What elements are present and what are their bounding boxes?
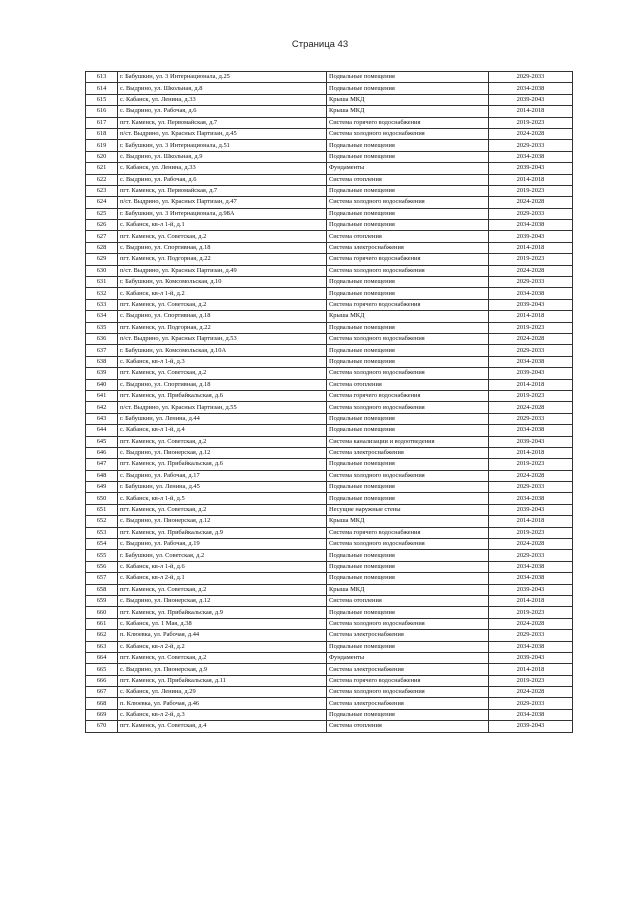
cell-row-number: 649 [86,482,118,493]
cell-period: 2039-2043 [489,163,573,174]
cell-address: с. Выдрино, ул. Пионерская, д.9 [118,664,327,675]
cell-period: 2034-2038 [489,493,573,504]
cell-period: 2029-2033 [489,630,573,641]
cell-work-type: Подвальные помещения [327,607,489,618]
cell-work-type: Система горячего водоснабжения [327,299,489,310]
table-row [86,447,573,458]
cell-address: с. Выдрино, ул. Рабочая, д.6 [118,106,327,117]
cell-work-type: Крыша МКД [327,106,489,117]
cell-address: с. Кабанск, кв-л 1-й, д.5 [118,493,327,504]
cell-row-number: 655 [86,550,118,561]
cell-period: 2039-2043 [489,436,573,447]
cell-work-type: Подвальные помещения [327,277,489,288]
cell-row-number: 640 [86,379,118,390]
table-row [86,322,573,333]
cell-address: пгт. Каменск, ул. Советская, д.2 [118,436,327,447]
cell-period: 2014-2018 [489,447,573,458]
cell-address: п/ст. Выдрино, ул. Красных Партизан, д.45 [118,128,327,139]
cell-address: г. Бабушкин, ул. Советская, д.2 [118,550,327,561]
cell-row-number: 667 [86,687,118,698]
cell-address: с. Выдрино, ул. Рабочая, д.6 [118,174,327,185]
page-number-header: Страница 43 [291,39,349,50]
cell-work-type: Подвальные помещения [327,561,489,572]
cell-address: с. Кабанск, ул. Ленина, д.29 [118,687,327,698]
cell-row-number: 633 [86,299,118,310]
table-row [86,652,573,663]
cell-period: 2014-2018 [489,311,573,322]
cell-address: пгт. Каменск, ул. Прибайкальская, д.6 [118,390,327,401]
cell-address: г. Бабушкин, ул. Ленина, д.44 [118,413,327,424]
cell-work-type: Система электроснабжения [327,630,489,641]
cell-period: 2029-2033 [489,698,573,709]
cell-work-type: Система горячего водоснабжения [327,675,489,686]
cell-work-type: Система холодного водоснабжения [327,687,489,698]
cell-period: 2014-2018 [489,242,573,253]
cell-address: п/ст. Выдрино, ул. Красных Партизан, д.55 [118,402,327,413]
cell-address: с. Выдрино, ул. Пионерская, д.12 [118,595,327,606]
cell-period: 2019-2023 [489,527,573,538]
cell-work-type: Система горячего водоснабжения [327,527,489,538]
cell-work-type: Подвальные помещения [327,482,489,493]
table-row [86,356,573,367]
table-row [86,220,573,231]
cell-address: г. Бабушкин, ул. 3 Интернационала, д.98А [118,208,327,219]
cell-address: с. Выдрино, ул. Рабочая, д.19 [118,539,327,550]
cell-address: пгт. Каменск, ул. Прибайкальская, д.9 [118,527,327,538]
cell-period: 2019-2023 [489,254,573,265]
cell-period: 2019-2023 [489,459,573,470]
cell-row-number: 619 [86,140,118,151]
cell-work-type: Крыша МКД [327,94,489,105]
cell-work-type: Подвальные помещения [327,493,489,504]
cell-row-number: 636 [86,333,118,344]
cell-row-number: 657 [86,573,118,584]
table-row [86,539,573,550]
cell-work-type: Подвальные помещения [327,425,489,436]
cell-row-number: 629 [86,254,118,265]
cell-period: 2034-2038 [489,641,573,652]
table-row [86,675,573,686]
cell-period: 2029-2033 [489,277,573,288]
cell-work-type: Система холодного водоснабжения [327,265,489,276]
table-row [86,151,573,162]
cell-period: 2029-2033 [489,208,573,219]
cell-row-number: 646 [86,447,118,458]
cell-address: г. Бабушкин, ул. Комсомольская, д.10А [118,345,327,356]
cell-address: с. Кабанск, кв-л 2-й, д.3 [118,709,327,720]
cell-row-number: 658 [86,584,118,595]
cell-work-type: Фундаменты [327,652,489,663]
cell-row-number: 635 [86,322,118,333]
cell-row-number: 632 [86,288,118,299]
cell-work-type: Крыша МКД [327,311,489,322]
cell-period: 2034-2038 [489,709,573,720]
cell-address: пгт. Каменск, ул. Советская, д.2 [118,504,327,515]
cell-work-type: Несущие наружные стены [327,504,489,515]
cell-address: пгт. Каменск, ул. Советская, д.2 [118,368,327,379]
cell-period: 2029-2033 [489,140,573,151]
cell-row-number: 616 [86,106,118,117]
cell-work-type: Система отопления [327,721,489,732]
cell-row-number: 669 [86,709,118,720]
cell-period: 2034-2038 [489,425,573,436]
cell-work-type: Крыша МКД [327,516,489,527]
table-row [86,482,573,493]
cell-address: пгт. Каменск, ул. Первомайская, д.7 [118,185,327,196]
table-row [86,83,573,94]
cell-row-number: 623 [86,185,118,196]
cell-row-number: 624 [86,197,118,208]
cell-row-number: 668 [86,698,118,709]
cell-period: 2019-2023 [489,185,573,196]
cell-row-number: 627 [86,231,118,242]
cell-work-type: Система отопления [327,231,489,242]
cell-address: с. Кабанск, кв-л 1-й, д.1 [118,220,327,231]
table-row [86,516,573,527]
cell-row-number: 670 [86,721,118,732]
cell-period: 2019-2023 [489,322,573,333]
cell-row-number: 662 [86,630,118,641]
table-row [86,413,573,424]
cell-row-number: 637 [86,345,118,356]
cell-period: 2024-2028 [489,333,573,344]
cell-work-type: Система горячего водоснабжения [327,117,489,128]
cell-period: 2039-2043 [489,504,573,515]
cell-address: пгт. Каменск, ул. Советская, д.2 [118,652,327,663]
cell-period: 2024-2028 [489,618,573,629]
cell-address: пгт. Каменск, ул. Советская, д.2 [118,299,327,310]
cell-row-number: 631 [86,277,118,288]
table-row [86,607,573,618]
cell-work-type: Система холодного водоснабжения [327,197,489,208]
cell-work-type: Подвальные помещения [327,185,489,196]
cell-period: 2024-2028 [489,402,573,413]
cell-address: с. Кабанск, кв-л 1-й, д.4 [118,425,327,436]
cell-period: 2039-2043 [489,231,573,242]
table-row [86,208,573,219]
cell-row-number: 647 [86,459,118,470]
cell-row-number: 613 [86,72,118,83]
cell-period: 2014-2018 [489,174,573,185]
cell-period: 2029-2033 [489,550,573,561]
table-row [86,106,573,117]
table-row [86,470,573,481]
cell-address: пгт. Каменск, ул. Прибайкальская, д.11 [118,675,327,686]
table-body [86,72,573,733]
table-row [86,311,573,322]
cell-period: 2034-2038 [489,288,573,299]
cell-row-number: 638 [86,356,118,367]
cell-period: 2029-2033 [489,345,573,356]
cell-work-type: Система канализации и водоотведения [327,436,489,447]
cell-address: с. Выдрино, ул. Спортивная, д.18 [118,311,327,322]
cell-row-number: 614 [86,83,118,94]
cell-row-number: 620 [86,151,118,162]
cell-row-number: 663 [86,641,118,652]
cell-row-number: 625 [86,208,118,219]
cell-period: 2034-2038 [489,83,573,94]
table-row [86,345,573,356]
cell-period: 2024-2028 [489,128,573,139]
table-row [86,128,573,139]
table-row [86,379,573,390]
table-row [86,140,573,151]
table-row [86,265,573,276]
cell-work-type: Подвальные помещения [327,356,489,367]
cell-period: 2034-2038 [489,220,573,231]
cell-period: 2024-2028 [489,265,573,276]
cell-work-type: Система холодного водоснабжения [327,333,489,344]
cell-address: г. Бабушкин, ул. 3 Интернационала, д.51 [118,140,327,151]
cell-address: п. Клюевка, ул. Рабочая, д.44 [118,630,327,641]
cell-work-type: Подвальные помещения [327,345,489,356]
cell-work-type: Система отопления [327,174,489,185]
cell-period: 2019-2023 [489,117,573,128]
cell-address: с. Выдрино, ул. Школьная, д.9 [118,151,327,162]
cell-row-number: 654 [86,539,118,550]
cell-period: 2014-2018 [489,664,573,675]
cell-work-type: Система холодного водоснабжения [327,368,489,379]
table-row [86,94,573,105]
table-row [86,254,573,265]
cell-address: с. Выдрино, ул. Школьная, д.8 [118,83,327,94]
cell-address: г. Бабушкин, ул. 3 Интернационала, д.25 [118,72,327,83]
table-row [86,402,573,413]
cell-row-number: 641 [86,390,118,401]
cell-row-number: 661 [86,618,118,629]
cell-period: 2029-2033 [489,413,573,424]
cell-work-type: Система электроснабжения [327,447,489,458]
cell-row-number: 650 [86,493,118,504]
repair-schedule-table [85,71,573,733]
table-row [86,561,573,572]
cell-address: п/ст. Выдрино, ул. Красных Партизан, д.47 [118,197,327,208]
cell-row-number: 615 [86,94,118,105]
cell-period: 2024-2028 [489,470,573,481]
cell-period: 2019-2023 [489,390,573,401]
cell-period: 2039-2043 [489,368,573,379]
cell-address: с. Кабанск, ул. Ленина, д.33 [118,94,327,105]
cell-address: с. Выдрино, ул. Пионерская, д.12 [118,447,327,458]
cell-address: п. Клюевка, ул. Рабочая, д.46 [118,698,327,709]
cell-period: 2019-2023 [489,675,573,686]
cell-row-number: 642 [86,402,118,413]
cell-work-type: Система горячего водоснабжения [327,254,489,265]
cell-work-type: Подвальные помещения [327,220,489,231]
cell-work-type: Система горячего водоснабжения [327,390,489,401]
cell-row-number: 645 [86,436,118,447]
cell-work-type: Система отопления [327,595,489,606]
cell-address: с. Выдрино, ул. Рабочая, д.17 [118,470,327,481]
cell-period: 2039-2043 [489,652,573,663]
cell-address: с. Кабанск, кв-л 2-й, д.2 [118,641,327,652]
cell-work-type: Система электроснабжения [327,664,489,675]
table-row [86,288,573,299]
cell-period: 2024-2028 [489,539,573,550]
cell-row-number: 618 [86,128,118,139]
table-row [86,641,573,652]
cell-period: 2034-2038 [489,561,573,572]
table-row [86,436,573,447]
table-row [86,242,573,253]
cell-period: 2029-2033 [489,482,573,493]
cell-work-type: Система холодного водоснабжения [327,402,489,413]
table-row [86,630,573,641]
cell-row-number: 634 [86,311,118,322]
table-row [86,390,573,401]
table-row [86,698,573,709]
cell-work-type: Подвальные помещения [327,151,489,162]
cell-address: п/ст. Выдрино, ул. Красных Партизан, д.49 [118,265,327,276]
cell-address: г. Бабушкин, ул. Комсомольская, д.10 [118,277,327,288]
table-row [86,117,573,128]
table-row [86,425,573,436]
table-row [86,595,573,606]
cell-work-type: Система холодного водоснабжения [327,539,489,550]
cell-period: 2034-2038 [489,151,573,162]
cell-row-number: 644 [86,425,118,436]
table-row [86,197,573,208]
table-row [86,163,573,174]
cell-work-type: Подвальные помещения [327,459,489,470]
cell-period: 2039-2043 [489,584,573,595]
cell-work-type: Подвальные помещения [327,641,489,652]
table-row [86,584,573,595]
cell-work-type: Подвальные помещения [327,140,489,151]
cell-address: пгт. Каменск, ул. Советская, д.4 [118,721,327,732]
table-row [86,174,573,185]
cell-work-type: Подвальные помещения [327,413,489,424]
table-row [86,277,573,288]
cell-work-type: Система холодного водоснабжения [327,470,489,481]
table-row [86,231,573,242]
cell-period: 2014-2018 [489,516,573,527]
cell-address: с. Кабанск, кв-л 1-й, д.3 [118,356,327,367]
cell-row-number: 621 [86,163,118,174]
table-row [86,368,573,379]
cell-work-type: Подвальные помещения [327,322,489,333]
cell-work-type: Подвальные помещения [327,550,489,561]
cell-address: с. Кабанск, кв-л 1-й, д.2 [118,288,327,299]
table-row [86,504,573,515]
table-row [86,185,573,196]
cell-work-type: Подвальные помещения [327,709,489,720]
cell-row-number: 643 [86,413,118,424]
cell-address: с. Выдрино, ул. Пионерская, д.12 [118,516,327,527]
cell-row-number: 628 [86,242,118,253]
table-row [86,664,573,675]
cell-row-number: 622 [86,174,118,185]
table-row [86,299,573,310]
cell-work-type: Фундаменты [327,163,489,174]
cell-work-type: Система отопления [327,379,489,390]
cell-row-number: 626 [86,220,118,231]
cell-address: с. Кабанск, кв-л 1-й, д.6 [118,561,327,572]
cell-period: 2039-2043 [489,299,573,310]
cell-row-number: 664 [86,652,118,663]
table-row [86,550,573,561]
cell-address: с. Кабанск, ул. Ленина, д.33 [118,163,327,174]
table-row [86,333,573,344]
cell-address: пгт. Каменск, ул. Прибайкальская, д.6 [118,459,327,470]
table-row [86,459,573,470]
cell-row-number: 665 [86,664,118,675]
cell-period: 2039-2043 [489,721,573,732]
table-row [86,72,573,83]
cell-work-type: Подвальные помещения [327,208,489,219]
cell-period: 2029-2033 [489,72,573,83]
cell-row-number: 659 [86,595,118,606]
table-row [86,709,573,720]
cell-period: 2019-2023 [489,607,573,618]
table-row [86,493,573,504]
cell-row-number: 652 [86,516,118,527]
cell-work-type: Подвальные помещения [327,83,489,94]
cell-work-type: Система электроснабжения [327,242,489,253]
cell-period: 2014-2018 [489,595,573,606]
cell-address: г. Бабушкин, ул. Ленина, д.45 [118,482,327,493]
table-row [86,573,573,584]
cell-work-type: Крыша МКД [327,584,489,595]
cell-address: с. Кабанск, ул. 1 Мая, д.38 [118,618,327,629]
cell-row-number: 639 [86,368,118,379]
cell-address: пгт. Каменск, ул. Советская, д.2 [118,231,327,242]
cell-period: 2034-2038 [489,356,573,367]
cell-work-type: Система холодного водоснабжения [327,618,489,629]
cell-row-number: 653 [86,527,118,538]
table-row [86,618,573,629]
table-row [86,687,573,698]
cell-address: пгт. Каменск, ул. Подгорная, д.22 [118,254,327,265]
cell-address: п/ст. Выдрино, ул. Красных Партизан, д.53 [118,333,327,344]
cell-address: с. Выдрино, ул. Спортивная, д.18 [118,379,327,390]
cell-row-number: 648 [86,470,118,481]
cell-address: пгт. Каменск, ул. Прибайкальская, д.9 [118,607,327,618]
table-row [86,721,573,732]
cell-row-number: 660 [86,607,118,618]
cell-work-type: Подвальные помещения [327,573,489,584]
cell-period: 2014-2018 [489,106,573,117]
cell-row-number: 666 [86,675,118,686]
cell-address: пгт. Каменск, ул. Первомайская, д.7 [118,117,327,128]
cell-row-number: 656 [86,561,118,572]
cell-address: пгт. Каменск, ул. Подгорная, д.22 [118,322,327,333]
cell-work-type: Система холодного водоснабжения [327,128,489,139]
cell-period: 2024-2028 [489,687,573,698]
cell-work-type: Подвальные помещения [327,72,489,83]
cell-work-type: Подвальные помещения [327,288,489,299]
cell-period: 2039-2043 [489,94,573,105]
cell-period: 2014-2018 [489,379,573,390]
cell-row-number: 617 [86,117,118,128]
cell-address: с. Выдрино, ул. Спортивная, д.18 [118,242,327,253]
cell-address: пгт. Каменск, ул. Советская, д.2 [118,584,327,595]
cell-period: 2024-2028 [489,197,573,208]
cell-row-number: 651 [86,504,118,515]
cell-period: 2034-2038 [489,573,573,584]
cell-work-type: Система электроснабжения [327,698,489,709]
table-row [86,527,573,538]
cell-address: с. Кабанск, кв-л 2-й, д.1 [118,573,327,584]
cell-row-number: 630 [86,265,118,276]
